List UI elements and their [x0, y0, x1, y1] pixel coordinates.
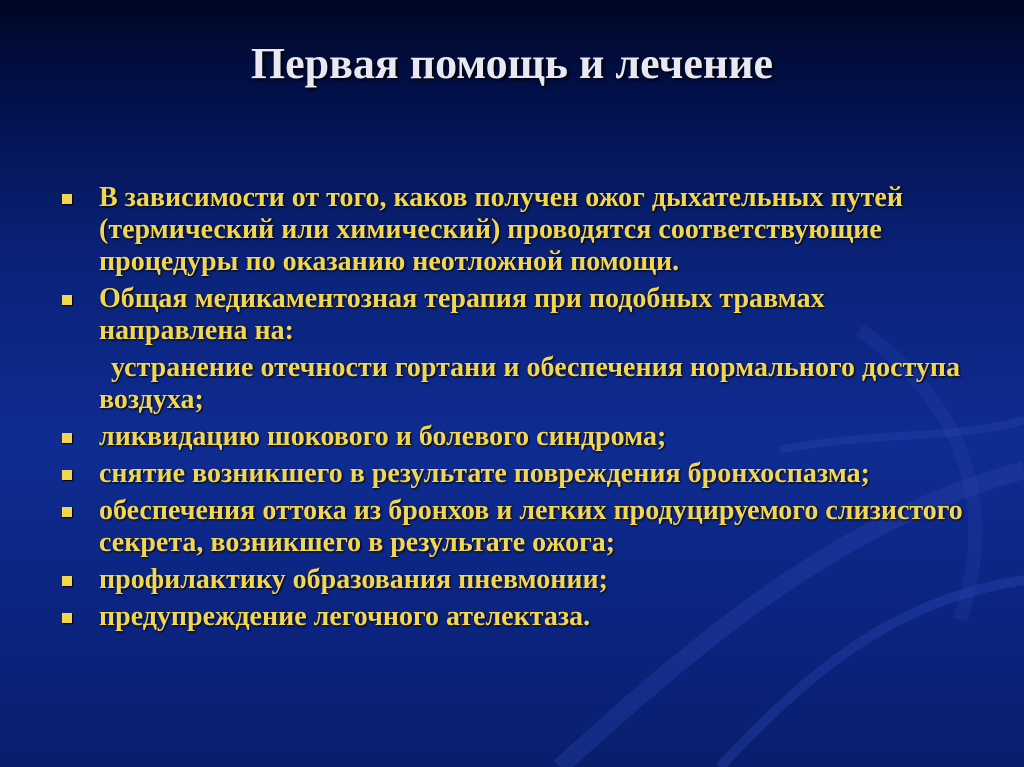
list-item: [60, 458, 980, 490]
slide-title: Первая помощь и лечение: [250, 39, 774, 88]
list-item-text: профилактику образования пневмонии;: [99, 564, 608, 595]
square-bullet-icon: [62, 507, 72, 517]
square-bullet-icon: [62, 576, 72, 586]
list-item-text: предупреждение легочного ателектаза.: [99, 601, 591, 632]
square-bullet-icon: [62, 613, 72, 623]
list-item-text: снятие возникшего в результате повреждения бронхоспазма;: [99, 458, 870, 489]
list-item-continuation: [60, 352, 980, 416]
square-bullet-icon: [62, 433, 72, 443]
square-bullet-icon: [62, 295, 72, 305]
list-item: [60, 283, 980, 347]
list-item: [60, 495, 980, 559]
square-bullet-icon: [62, 194, 72, 204]
square-bullet-icon: [62, 470, 72, 480]
list-item-text: обеспечения оттока из бронхов и легких продуцируемого слизистого секрета, возникшего в результате ожога;: [99, 495, 963, 558]
list-item: [60, 564, 980, 596]
list-item: [60, 601, 980, 633]
list-item-text: устранение отечности гортани и обеспечения нормального доступа воздуха;: [99, 352, 961, 415]
list-item-text: ликвидацию шокового и болевого синдрома;: [99, 421, 667, 452]
list-item-text: Общая медикаментозная терапия при подобных травмах направлена на:: [99, 283, 825, 346]
bullet-list: [60, 182, 980, 638]
list-item: [60, 421, 980, 453]
list-item-text: В зависимости от того, каков получен ожог дыхательных путей (термический или химический) проводятся соответствующие процедуры по оказанию неотложной помощи.: [99, 182, 903, 277]
list-item: [60, 182, 980, 278]
